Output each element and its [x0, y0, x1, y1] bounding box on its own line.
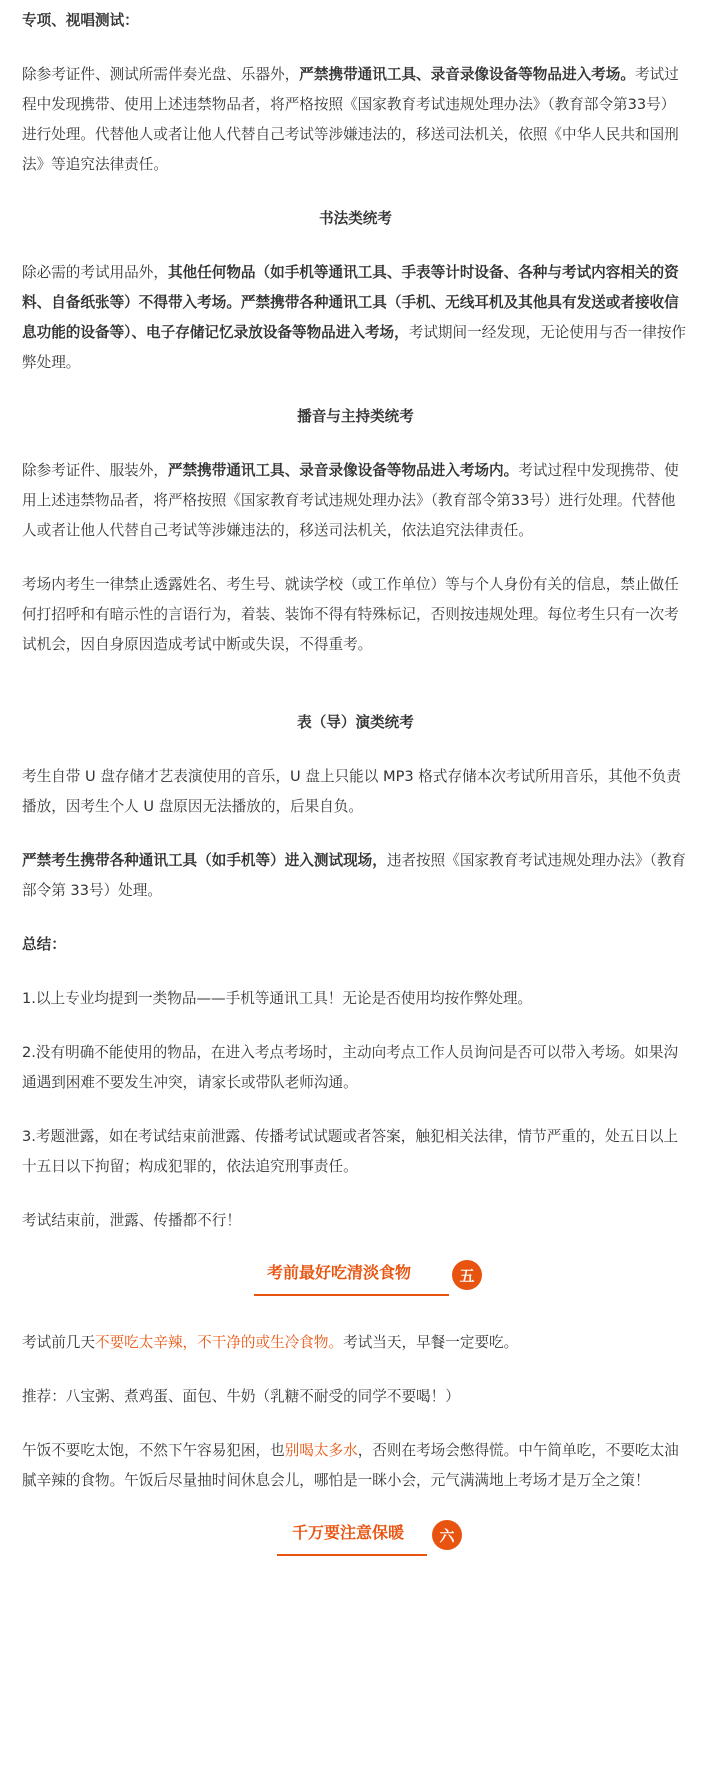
intro-label: 专项、视唱测试：	[22, 12, 139, 29]
calligraphy-paragraph	[22, 258, 689, 378]
special-paragraph	[22, 60, 689, 180]
section5-p3-c: ，否则在考场会憋得慌。中午简单吃，不要吃太油腻辛辣的食物。午饭后尽量抽时间休息会儿，哪怕是一眯小会，元气满满地上考场才是万全之策！	[22, 1442, 679, 1489]
special-text-bold: 严禁携带通讯工具、录音录像设备等物品进入考场。	[299, 66, 635, 83]
broadcast-title: 播音与主持类统考	[297, 408, 414, 425]
broadcast-text-a: 除参考证件、服装外，	[22, 462, 168, 479]
special-text-a: 除参考证件、测试所需伴奏光盘、乐器外，	[22, 66, 300, 83]
calligraphy-text-bold: 其他任何物品（如手机等通讯工具、手表等计时设备、各种与考试内容相关的资料、自备纸张等）不得带入考场。严禁携带各种通讯工具（手机、无线耳机及其他具有发送或者接收信息功能的设备等）、电子存储记忆录放设备等物品进入考场，	[22, 264, 679, 341]
section5-text-highlight: 不要吃太辛辣，不干净的或生冷食物。	[94, 1334, 344, 1351]
broadcast-text-c: 考试过程中发现携带、使用上述违禁物品者，将严格按照《国家教育考试违规处理办法》（教育部令第33号）进行处理。代替他人或者让他人代替自己考试等涉嫌违法的，移送司法机关，依法追究法律责任。	[22, 462, 679, 539]
calligraphy-text-c: 考试期间一经发现，无论使用与否一律按作弊处理。	[22, 324, 687, 371]
section6-heading	[22, 1520, 689, 1564]
broadcast-paragraph-2: 考场内考生一律禁止透露姓名、考生号、就读学校（或工作单位）等与个人身份有关的信息，禁止做任何打招呼和有暗示性的言语行为，着装、装饰不得有特殊标记，否则按违规处理。每位考生只有一次考试机会，因自身原因造成考试中断或失误，不得重考。	[22, 576, 679, 653]
section5-text-c: 考试当天，早餐一定要吃。	[343, 1334, 519, 1351]
section5-number-badge: 五	[452, 1260, 482, 1290]
section5-paragraph-3	[22, 1436, 689, 1496]
summary-closing: 考试结束前，泄露、传播都不行！	[22, 1212, 241, 1229]
summary-item-1: 1.以上专业均提到一类物品——手机等通讯工具！无论是否使用均按作弊处理。	[22, 990, 533, 1007]
section5-heading	[22, 1260, 689, 1304]
summary-item-3: 3.考题泄露，如在考试结束前泄露、传播考试试题或者答案，触犯相关法律，情节严重的，处五日以上十五日以下拘留；构成犯罪的，依法追究刑事责任。	[22, 1128, 679, 1175]
section6-title: 千万要注意保暖	[292, 1523, 405, 1542]
performance-title: 表（导）演类统考	[297, 714, 414, 731]
section6-underline	[277, 1554, 427, 1556]
section5-underline	[254, 1294, 449, 1296]
section5-paragraph-2: 推荐：八宝粥、煮鸡蛋、面包、牛奶（乳糖不耐受的同学不要喝！）	[22, 1388, 460, 1405]
performance-text-b: 违者按照《国家教育考试违规处理办法》（教育部令第 33号）处理。	[22, 852, 687, 899]
calligraphy-text-a: 除必需的考试用品外，	[22, 264, 168, 281]
section5-title: 考前最好吃清淡食物	[267, 1263, 412, 1282]
section5-paragraph-1	[22, 1328, 689, 1358]
broadcast-text-bold: 严禁携带通讯工具、录音录像设备等物品进入考场内。	[167, 462, 519, 479]
summary-item-2: 2.没有明确不能使用的物品，在进入考点考场时，主动向考点工作人员询问是否可以带入考场。如果沟通遇到困难不要发生冲突，请家长或带队老师沟通。	[22, 1044, 679, 1091]
section5-p3-a: 午饭不要吃太饱，不然下午容易犯困，也	[22, 1442, 285, 1459]
performance-paragraph-1: 考生自带 U 盘存储才艺表演使用的音乐，U 盘上只能以 MP3 格式存储本次考试所用音乐，其他不负责播放，因考生个人 U 盘原因无法播放的，后果自负。	[22, 768, 681, 815]
performance-paragraph-2	[22, 846, 689, 906]
calligraphy-title: 书法类统考	[319, 210, 392, 227]
section5-text-a: 考试前几天	[22, 1334, 95, 1351]
summary-label: 总结：	[22, 936, 66, 953]
section6-number-badge: 六	[432, 1520, 462, 1550]
section5-p3-highlight: 别喝太多水	[284, 1442, 358, 1459]
broadcast-paragraph-1	[22, 456, 689, 546]
special-text-c: 考试过程中发现携带、使用上述违禁物品者，将严格按照《国家教育考试违规处理办法》（教育部令第33号）进行处理。代替他人或者让他人代替自己考试等涉嫌违法的，移送司法机关，依照《中华人民共和国刑法》等追究法律责任。	[22, 66, 679, 173]
performance-text-bold: 严禁考生携带各种通讯工具（如手机等）进入测试现场，	[22, 852, 387, 869]
